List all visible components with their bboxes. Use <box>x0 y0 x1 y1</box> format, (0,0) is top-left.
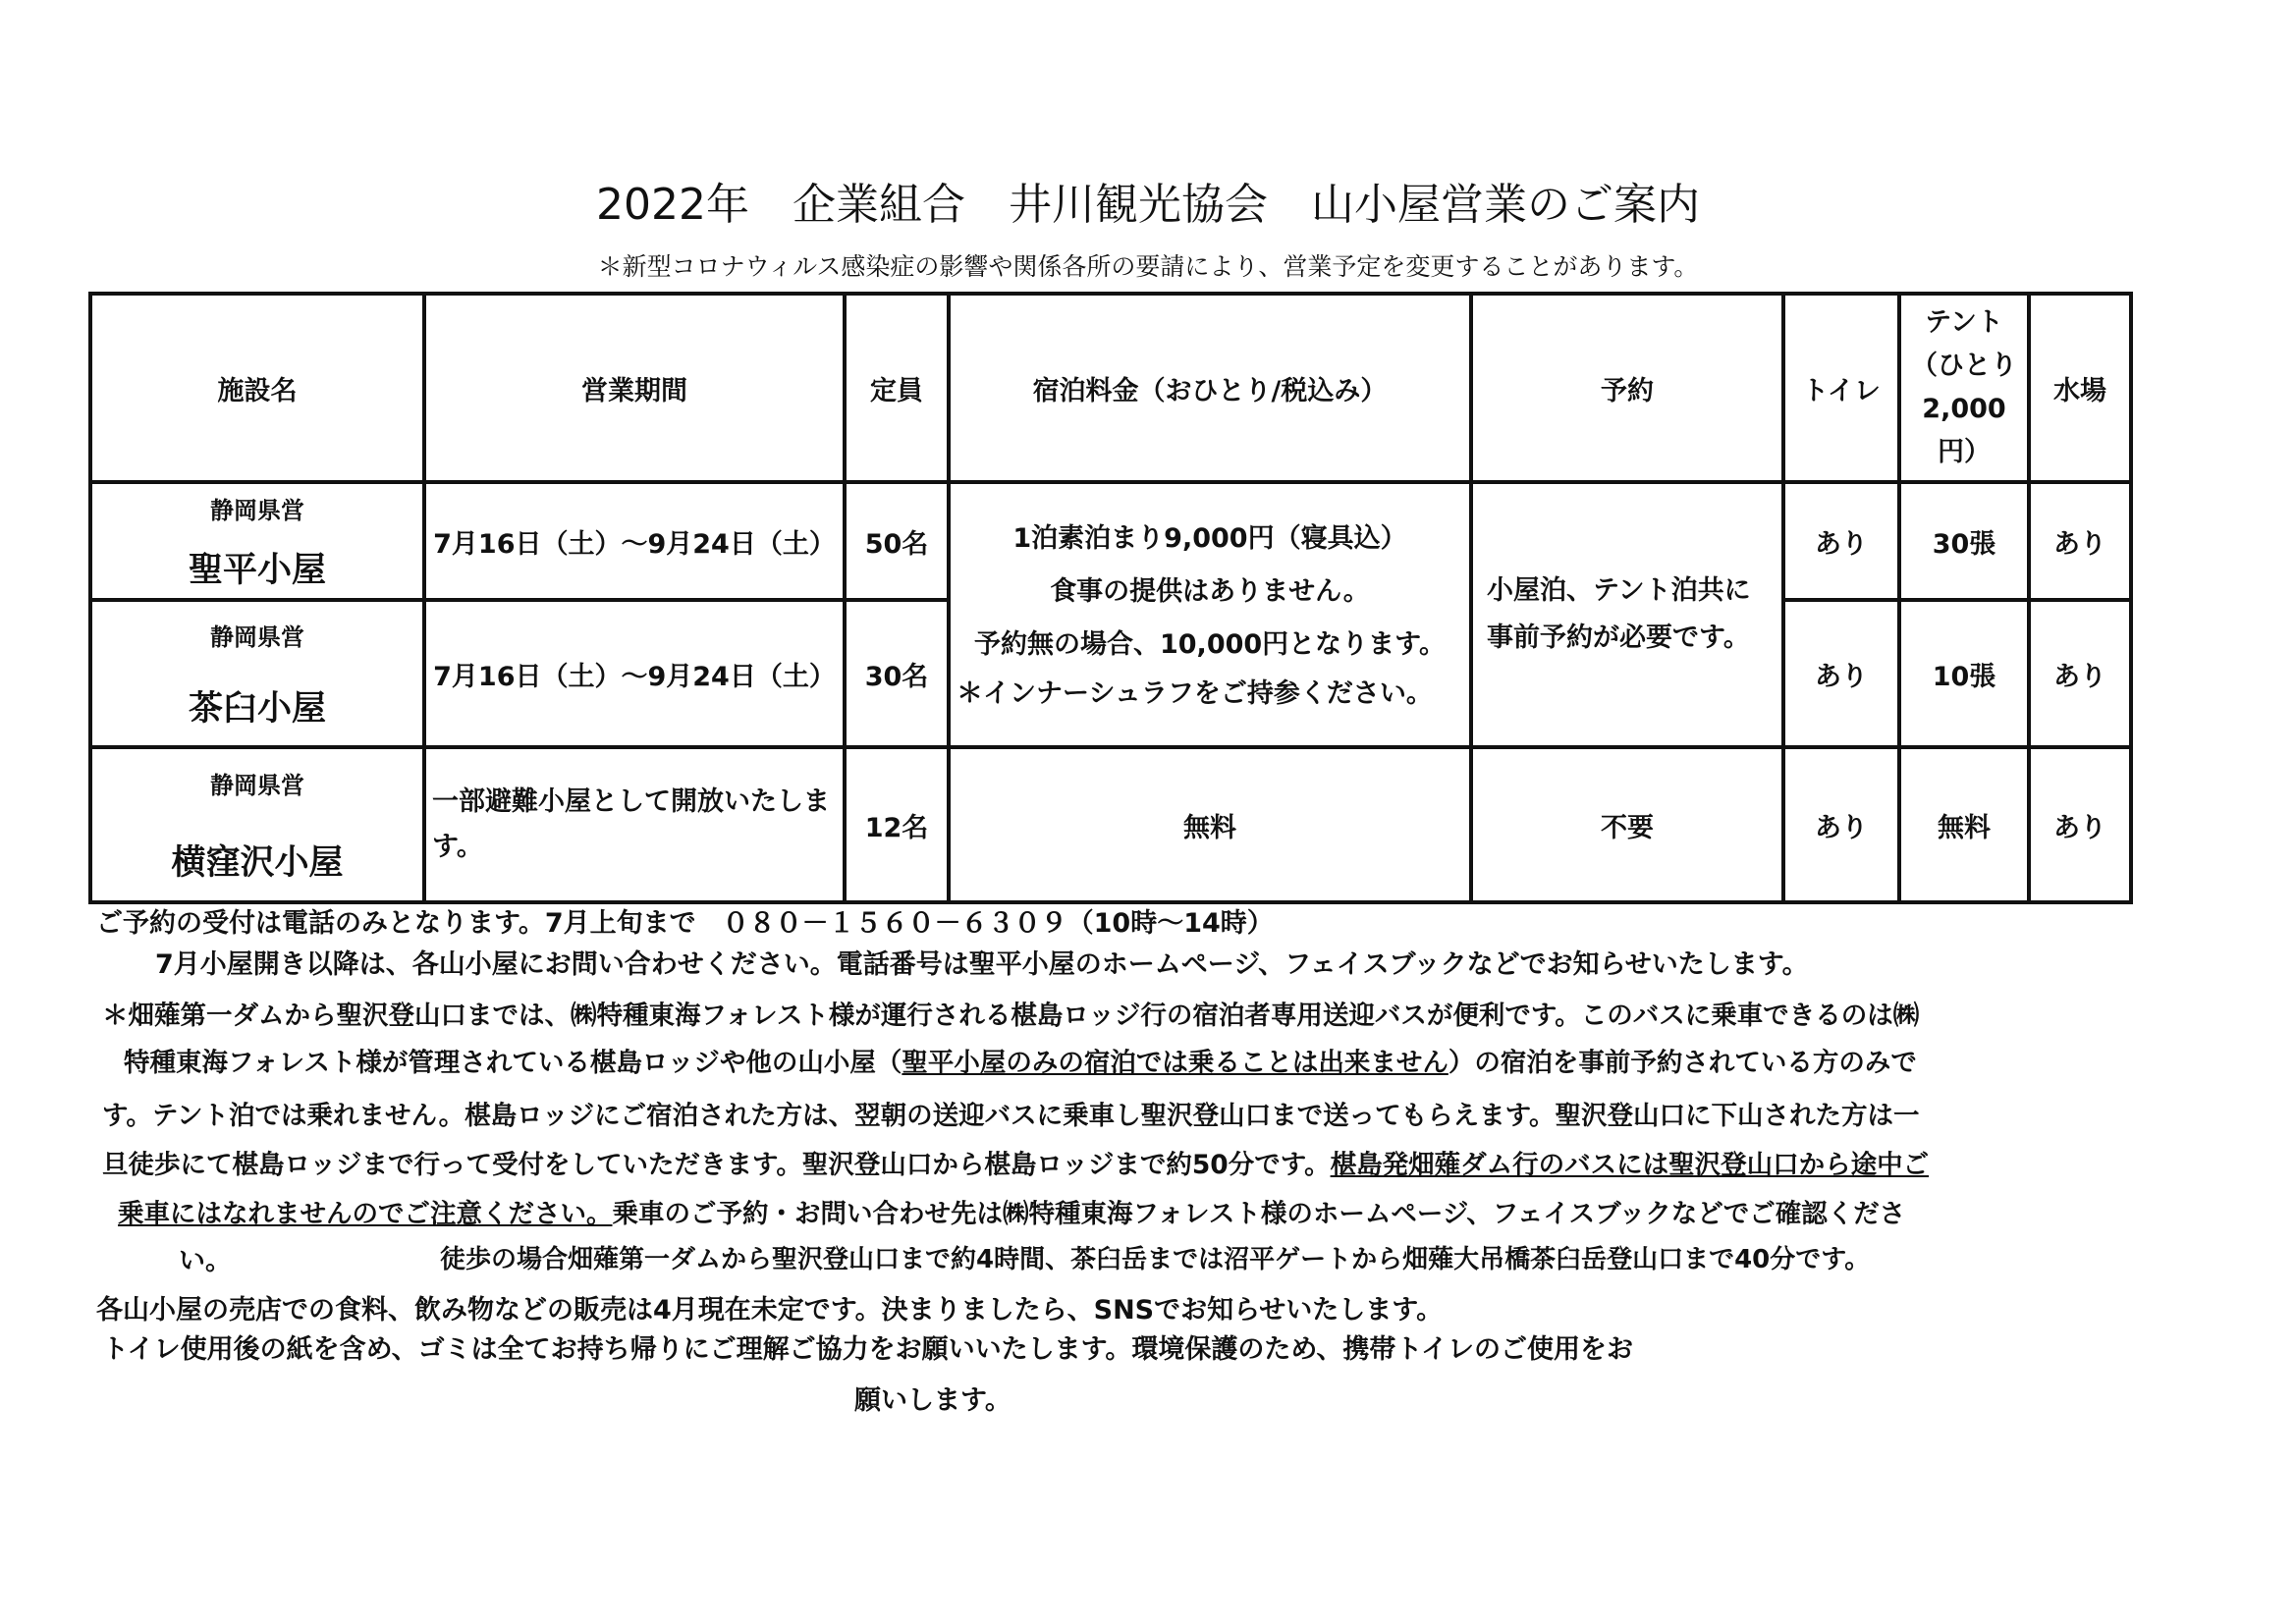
bus-warning-2: 椹島発畑薙ダム行のバスには聖沢登山口から途中ご <box>1330 1150 1930 1180</box>
capacity-cell: 30名 <box>845 600 949 747</box>
table-header-row <box>90 294 2131 482</box>
table-row <box>90 747 2131 902</box>
period-cell: 7月16日（土）～9月24日（土） <box>424 600 845 747</box>
bus-info-2 <box>124 1041 1917 1079</box>
table-row <box>90 482 2131 600</box>
facility-pref: 静岡県営 <box>210 771 304 799</box>
facility-name: 横窪沢小屋 <box>171 842 344 883</box>
bus-info-3: す。テント泊では乗れません。椹島ロッジにご宿泊された方は、翌朝の送迎バスに乗車し聖沢登山口まで送ってもらえます。聖沢登山口に下山された方は一 <box>102 1101 1920 1131</box>
bus-info-6: い。 <box>179 1246 232 1276</box>
walk-info: 徒歩の場合畑薙第一ダムから聖沢登山口まで約4時間、茶臼岳までは沼平ゲートから畑薙大吊橋茶臼岳登山口まで40分です。 <box>440 1245 1871 1274</box>
fee-line3: 予約無の場合、10,000円となります。 <box>973 629 1447 660</box>
bus-warning: 聖平小屋のみの宿泊では乗ることは出来ません <box>902 1048 1449 1078</box>
header-fee: 宿泊料金（おひとり/税込み） <box>949 294 1471 482</box>
fee-line4: ＊インナーシュラフをご持参ください。 <box>957 678 1433 709</box>
header-toilet: トイレ <box>1783 294 1899 482</box>
notice: ＊新型コロナウィルス感染症の影響や関係各所の要請により、営業予定を変更することがあります。 <box>597 252 1699 281</box>
header-reservation: 予約 <box>1471 294 1783 482</box>
shop-info: 各山小屋の売店での食料、飲み物などの販売は4月現在未定です。決まりましたら、SNSでお知らせいたします。 <box>96 1295 1444 1326</box>
facility-name: 茶臼小屋 <box>188 688 326 729</box>
shared-reservation-cell: 小屋泊、テント泊共に事前予約が必要です。 <box>1471 482 1783 747</box>
fee-line1: 1泊素泊まり9,000円（寝具込） <box>1012 523 1407 554</box>
header-tent <box>1899 294 2029 482</box>
header-facility: 施設名 <box>90 294 424 482</box>
water-cell: あり <box>2029 747 2131 902</box>
contact-info: 7月小屋開き以降は、各山小屋にお問い合わせください。電話番号は聖平小屋のホームページ、フェイスブックなどでお知らせいたします。 <box>155 949 1809 980</box>
toilet-cell: あり <box>1783 600 1899 747</box>
bus-info-2a: 特種東海フォレスト様が管理されている椹島ロッジや他の山小屋（ <box>124 1048 902 1078</box>
facility-cell <box>90 747 424 902</box>
trash-info-2: 願いします。 <box>854 1385 1011 1416</box>
tent-cell: 10張 <box>1899 600 2029 747</box>
header-period: 営業期間 <box>424 294 845 482</box>
toilet-cell: あり <box>1783 482 1899 600</box>
header-water: 水場 <box>2029 294 2131 482</box>
bus-info-4a: 旦徒歩にて椹島ロッジまで行って受付をしていただきます。聖沢登山口から椹島ロッジまで約50分です。 <box>102 1150 1331 1180</box>
bus-info-4 <box>102 1143 1929 1181</box>
toilet-cell: あり <box>1783 747 1899 902</box>
fee-cell: 無料 <box>949 747 1471 902</box>
header-tent-line3: 2,000円） <box>1922 394 2006 467</box>
tent-cell: 無料 <box>1899 747 2029 902</box>
bus-info-5a: 乗車のご予約・お問い合わせ先は㈱特種東海フォレスト様のホームページ、フェイスブックなどでご確認くださ <box>612 1199 1906 1229</box>
capacity-cell: 50名 <box>845 482 949 600</box>
bus-warning-3: 乗車にはなれませんのでご注意ください。 <box>118 1199 613 1229</box>
bus-info-1: ＊畑薙第一ダムから聖沢登山口までは、㈱特種東海フォレスト様が運行される椹島ロッジ行の宿泊者専用送迎バスが便利です。このバスに乗車できるのは㈱ <box>102 1001 1920 1031</box>
bus-info-2b: ）の宿泊を事前予約されている方のみで <box>1448 1048 1917 1078</box>
header-tent-line2: （ひとり <box>1911 351 2017 381</box>
hut-table <box>88 292 2133 904</box>
fee-line2: 食事の提供はありません。 <box>1050 576 1370 607</box>
facility-pref: 静岡県営 <box>210 496 304 524</box>
water-cell: あり <box>2029 600 2131 747</box>
trash-info: トイレ使用後の紙を含め、ゴミは全てお持ち帰りにご理解ご協力をお願いいたします。環境保護のため、携帯トイレのご使用をお <box>102 1334 1633 1365</box>
capacity-cell: 12名 <box>845 747 949 902</box>
phone-info: ご予約の受付は電話のみとなります。7月上旬まで ０８０－１５６０－６３０９（10時～14時） <box>96 908 1274 939</box>
shared-fee-cell <box>949 482 1471 747</box>
reservation-cell: 不要 <box>1471 747 1783 902</box>
bus-info-5 <box>118 1192 1905 1230</box>
period-cell: 一部避難小屋として開放いたします。 <box>424 747 845 902</box>
facility-pref: 静岡県営 <box>210 623 304 651</box>
page-title: 2022年 企業組合 井川観光協会 山小屋営業のご案内 <box>596 180 1700 230</box>
tent-cell: 30張 <box>1899 482 2029 600</box>
header-capacity: 定員 <box>845 294 949 482</box>
period-cell: 7月16日（土）～9月24日（土） <box>424 482 845 600</box>
facility-cell <box>90 600 424 747</box>
water-cell: あり <box>2029 482 2131 600</box>
header-tent-line1: テント <box>1925 307 2003 338</box>
facility-cell <box>90 482 424 600</box>
facility-name: 聖平小屋 <box>188 550 326 590</box>
